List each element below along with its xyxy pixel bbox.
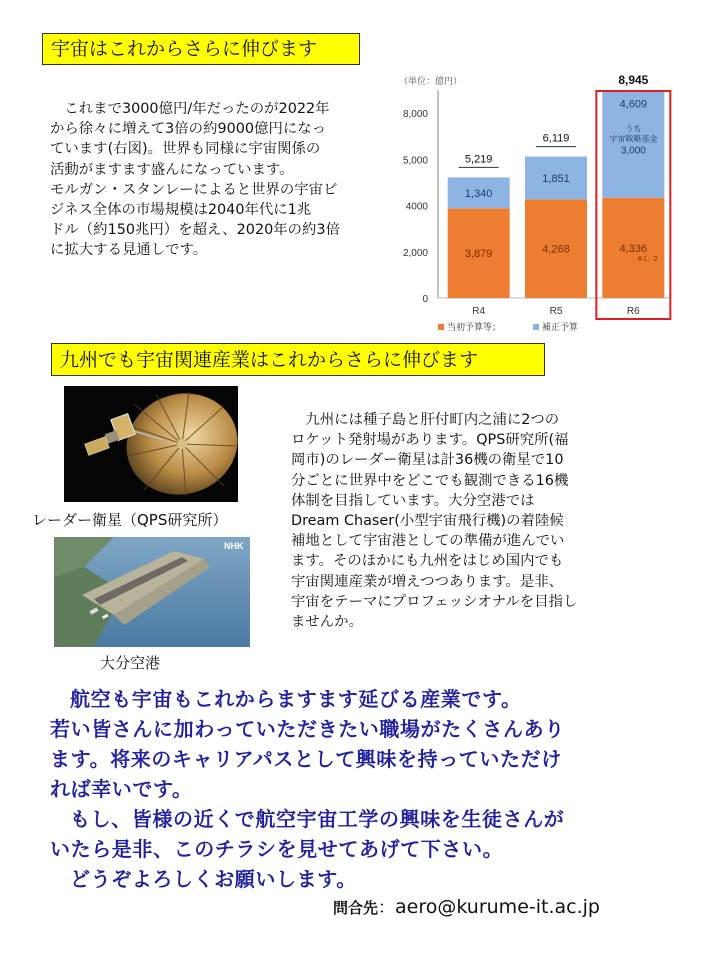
- chart-data-label: 4,268: [542, 243, 570, 256]
- closing-line: 若い皆さんに加わっていただきたい職場がたくさんあり: [50, 717, 565, 741]
- chart-legend-label: 当初予算等；: [447, 322, 502, 332]
- closing-line: いたら是非、このチラシを見せてあげて下さい。: [50, 837, 504, 861]
- closing-line: れば幸いです。: [50, 777, 193, 801]
- closing-line: もし、皆様の近くで航空宇宙工学の興味を生徒さんが: [70, 807, 565, 831]
- intro-line: モルガン・スタンレーによると世界の宇宙ビ: [50, 181, 338, 198]
- chart-legend-swatch-initial: [438, 324, 444, 330]
- kyushu-line: 宇宙をテーマにプロフェッシオナルを目指し: [291, 593, 578, 610]
- chart-y-tick-label: 2,000: [402, 247, 428, 259]
- contact-info: [333, 893, 600, 918]
- intro-line: 活動がますます盛んになっています。: [50, 161, 294, 178]
- kyushu-line: ロケット発射場があります。QPS研究所(福: [291, 432, 569, 449]
- kyushu-line: 体制を目指しています。大分空港では: [291, 492, 535, 509]
- intro-line: ジネス全体の市場規模は2040年代に1兆: [50, 202, 312, 219]
- intro-line: ています(右図)。世界も同様に宇宙関係の: [50, 141, 321, 158]
- chart-annotation: うち: [625, 124, 642, 134]
- kyushu-line: ます。そのほかにも九州をはじめ国内でも: [291, 553, 564, 570]
- intro-line: ドル（約150兆円）を超え、2020年の約3倍: [50, 222, 340, 239]
- chart-annotation-value: 3,000: [620, 145, 646, 157]
- chart-x-tick-label: R5: [549, 306, 563, 317]
- kyushu-line: ませんか。: [291, 614, 363, 631]
- oita-airport-caption: 大分空港: [100, 654, 161, 672]
- chart-y-tick-label: 0: [422, 294, 428, 305]
- oita-airport-photo: [54, 537, 250, 647]
- chart-y-tick-label: 8,000: [402, 109, 428, 121]
- section-heading-kyushu-space: 九州でも宇宙関連産業はこれからさらに伸びます: [51, 343, 545, 376]
- chart-y-tick-label: 4000: [405, 201, 428, 213]
- intro-paragraph: [50, 99, 385, 261]
- chart-data-label: 1,340: [464, 187, 493, 200]
- closing-line: 航空も宇宙もこれからますます延びる産業です。: [70, 687, 522, 711]
- kyushu-line: 補地として宇宙港としての準備が進んでい: [291, 533, 565, 550]
- intro-line: から徐々に増えて3倍の約9000億円になっ: [50, 121, 327, 138]
- chart-annotation: 宇宙戦略基金: [609, 134, 658, 144]
- kyushu-line: 分ごとに世界中をどこでも観測できる16機: [291, 472, 569, 489]
- radar-satellite-caption: レーダー衛星（QPS研究所）: [32, 511, 228, 529]
- section-heading-space-growth: 宇宙はこれからさらに伸びます: [42, 33, 360, 65]
- kyushu-line: 九州には種子島と肝付町内之浦に2つの: [305, 412, 560, 428]
- chart-x-tick-label: R6: [626, 306, 640, 317]
- chart-unit-label: （単位：億円）: [399, 76, 463, 86]
- chart-total-label: 5,219: [464, 153, 493, 166]
- radar-satellite-photo: [64, 386, 238, 502]
- nhk-watermark: NHK: [224, 541, 244, 551]
- kyushu-line: Dream Chaser(小型宇宙飛行機)の着陸候: [291, 513, 564, 530]
- contact-label: 問合先: [333, 899, 379, 917]
- chart-total-label: 6,119: [542, 132, 570, 145]
- contact-separator: ：: [378, 898, 396, 918]
- chart-x-tick-label: R4: [472, 306, 486, 317]
- chart-data-label: 1,851: [542, 172, 570, 185]
- chart-legend-swatch-supplementary: [533, 324, 539, 330]
- chart-y-tick-label: 5,000: [402, 155, 428, 167]
- contact-email-link[interactable]: aero@kurume-it.ac.jp: [395, 896, 600, 918]
- chart-data-label: 4,336: [619, 242, 648, 255]
- closing-line: ます。将来のキャリアパスとして興味を持っていただけ: [50, 747, 562, 771]
- chart-footnote: ※1、2: [637, 255, 658, 263]
- intro-line: これまで3000億円/年だったのが2022年: [64, 101, 330, 117]
- radar-satellite-illustration: [64, 386, 238, 502]
- intro-line: に拡大する見通しです。: [50, 242, 208, 259]
- chart-total-label: 8,945: [618, 73, 649, 87]
- space-budget-chart-svg: [385, 70, 675, 340]
- kyushu-line: 岡市)のレーダー衛星は計36機の衛星で10: [291, 452, 564, 469]
- closing-line: どうぞよろしくお願いします。: [70, 867, 357, 891]
- kyushu-line: 宇宙関連産業が増えつつあります。是非、: [291, 573, 563, 590]
- chart-data-label: 3,879: [464, 248, 493, 261]
- kyushu-paragraph: [291, 410, 627, 632]
- chart-legend-label: 補正予算: [542, 322, 579, 332]
- chart-data-label: 4,609: [619, 98, 648, 111]
- closing-message: [50, 684, 662, 894]
- oita-airport-illustration: [54, 537, 250, 647]
- space-budget-chart: [385, 70, 675, 340]
